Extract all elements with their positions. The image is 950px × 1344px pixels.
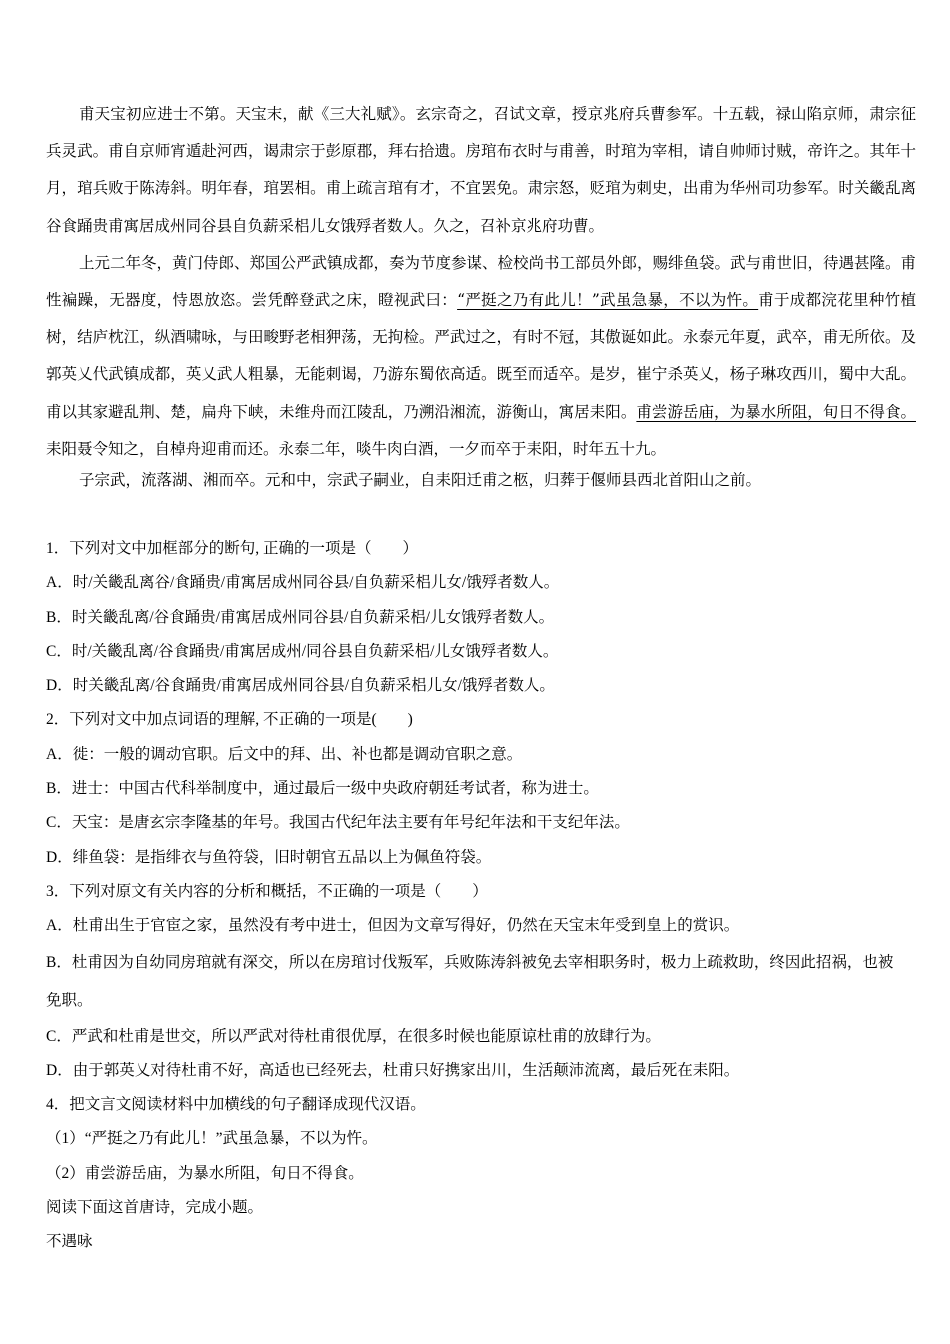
question-2-option-c: C．天宝：是唐玄宗李隆基的年号。我国古代纪年法主要有年号纪年法和干支纪年法。 [46, 814, 630, 832]
question-3-option-c: C．严武和杜甫是世交，所以严武对待杜甫很优厚，在很多时候也能原谅杜甫的放肆行为。 [46, 1027, 661, 1045]
underlined-sentence-1: “严挺之乃有此儿！”武虽急暴，不以为忤。 [457, 291, 759, 310]
question-2-option-d: D．绯鱼袋：是指绯衣与鱼符袋，旧时朝官五品以上为佩鱼符袋。 [46, 848, 492, 866]
underlined-sentence-2: 甫尝游岳庙，为暴水所阻，旬日不得食。 [636, 402, 916, 421]
question-2-option-b: B．进士：中国古代科举制度中，通过最后一级中央政府朝廷考试者，称为进士。 [46, 780, 599, 798]
question-section [46, 532, 906, 1260]
passage-paragraph-2-start: 上元二年冬，黄门侍郎、郑国公严武镇成都，奏为节度参谋、检校尚书工部员外郎，赐绯鱼袋。武与甫世旧，待遇甚隆。甫性褊躁，无器度，恃恩放恣。尝凭醉登武之床，瞪视武曰： [46, 253, 917, 310]
question-1-option-c: C．时/关畿乱离/谷食踊贵/甫寓居成州/同谷县自负薪采梠/儿女饿殍者数人。 [46, 642, 559, 660]
question-1-option-d: D．时关畿乱离/谷食踊贵/甫寓居成州同谷县/自负薪采梠儿女/饿殍者数人。 [46, 677, 555, 695]
question-4-item-2: （2）甫尝游岳庙，为暴水所阻，旬日不得食。 [46, 1164, 364, 1182]
question-3-option-d: D．由于郭英乂对待杜甫不好，高适也已经死去，杜甫只好携家出川，生活颠沛流离，最后死在耒阳。 [46, 1061, 740, 1079]
passage-paragraph-1: 甫天宝初应进士不第。天宝末，献《三大礼赋》。玄宗奇之，召试文章，授京兆府兵曹参军。十五载，禄山陷京师，肃宗征兵灵武。甫自京师宵遁赴河西，谒肃宗于彭原郡，拜右拾遗。房琯布衣时与甫善，时琯为宰相，请自帅师讨贼，帝许之。其年十月，琯兵败于陈涛斜。明年春，琯罢相。甫上疏言琯有才，不宜罢免。肃宗怒，贬琯为刺史，出甫为华州司功参军。时关畿乱离谷食踊贵甫寓居成州同谷县自负薪采梠儿女饿殍者数人。久之，召补京兆府功曹。 [46, 105, 916, 235]
question-2-option-a: A．徙：一般的调动官职。后文中的拜、出、补也都是调动官职之意。 [46, 745, 523, 763]
classical-chinese-passage [46, 96, 916, 499]
question-4-item-1: （1）“严挺之乃有此儿！”武虽急暴，不以为忤。 [46, 1130, 378, 1148]
passage-paragraph-2 [46, 245, 916, 468]
question-1-option-b: B．时关畿乱离/谷食踊贵/甫寓居成州同谷县/自负薪采梠/儿女饿殍者数人。 [46, 608, 555, 626]
poem-title: 不遇咏 [46, 1233, 93, 1251]
question-3-stem: 3．下列对原文有关内容的分析和概括，不正确的一项是（ ） [46, 882, 488, 900]
question-4-stem: 4．把文言文阅读材料中加横线的句子翻译成现代汉语。 [46, 1096, 426, 1114]
passage-paragraph-2-end: 耒阳聂令知之，自棹舟迎甫而还。永泰二年，啖牛肉白酒，一夕而卒于耒阳，时年五十九。 [46, 439, 667, 458]
question-3-option-b: B．杜甫因为自幼同房琯就有深交，所以在房琯讨伐叛军，兵败陈涛斜被免去宰相职务时，极力上疏救助，终因此招祸，也被免职。 [46, 953, 894, 1009]
question-2-stem: 2．下列对文中加点词语的理解, 不正确的一项是( ) [46, 711, 413, 729]
question-1-stem: 1．下列对文中加框部分的断句, 正确的一项是（ ） [46, 540, 419, 557]
passage-paragraph-3: 子宗武，流落湖、湘而卒。元和中，宗武子嗣业，自耒阳迁甫之柩，归葬于偃师县西北首阳山之前。 [79, 471, 762, 490]
question-3-option-a: A．杜甫出生于官宦之家，虽然没有考中进士，但因为文章写得好，仍然在天宝末年受到皇上的赏识。 [46, 917, 740, 935]
question-1-option-a: A．时/关畿乱离谷/食踊贵/甫寓居成州同谷县/自负薪采梠儿女/饿殍者数人。 [46, 574, 560, 592]
passage-paragraph-2-middle: 甫于成都浣花里种竹植树，结庐枕江，纵酒啸咏，与田畯野老相狎荡，无拘检。严武过之，有时不冠，其傲诞如此。永泰元年夏，武卒，甫无所依。及郭英乂代武镇成都，英乂武人粗暴，无能刺谒，乃游东蜀依高适。既至而适卒。是岁，崔宁杀英乂，杨子琳攻西川，蜀中大乱。甫以其家避乱荆、楚，扁舟下峡，未维舟而江陵乱，乃溯沿湘流，游衡山，寓居耒阳。 [46, 291, 916, 421]
poem-reading-intro: 阅读下面这首唐诗，完成小题。 [46, 1199, 264, 1217]
